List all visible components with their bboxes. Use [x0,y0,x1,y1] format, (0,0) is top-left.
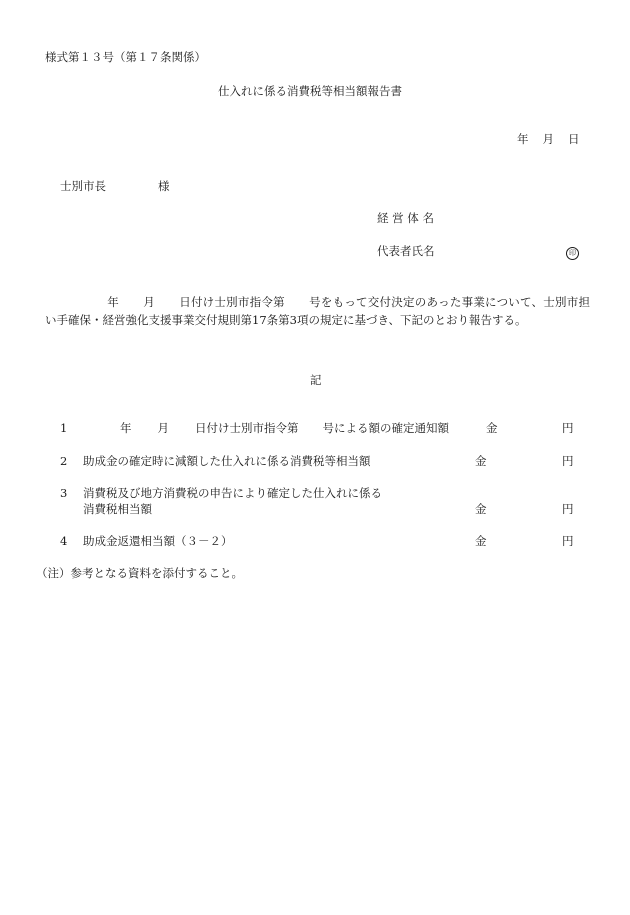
seal-mark [566,246,579,260]
addressee [60,181,170,193]
item-3-number: 3 [60,486,68,500]
form-number: 様式第１３号（第１７条関係） [45,50,206,64]
page-title: 仕入れに係る消費税等相当額報告書 [218,84,402,98]
ki-label: 記 [310,373,322,387]
addressee-honorific: 様 [158,179,170,193]
item-1-year: 年 [120,421,132,435]
item-1-month: 月 [157,421,169,435]
note: （注）参考となる資料を添付すること。 [36,566,243,580]
item-4-currency: 金 [475,534,487,548]
date-year-label: 年 [517,132,529,146]
item-1-unit: 円 [562,421,574,435]
entity-label: 経 営 体 名 [377,211,434,225]
item-1-text-b: 号による額の確定通知額 [322,421,449,435]
item-3-text: 消費税及び地方消費税の申告により確定した仕入れに係る [83,486,382,500]
item-4-text: 助成金返還相当額（３－２） [83,534,233,548]
date-day-label: 日 [568,132,580,146]
date-line [517,134,580,146]
item-1-text-a: 日付け士別市指令第 [195,421,299,435]
report-body [45,293,590,329]
item-3-currency: 金 [475,502,487,516]
item-2-number: 2 [60,454,68,468]
item-2-text: 助成金の確定時に減額した仕入れに係る消費税等相当額 [83,454,371,468]
addressee-name: 士別市長 [60,179,106,193]
representative-label: 代表者氏名 [377,244,435,258]
seal-icon: 印 [566,247,579,260]
item-4-unit: 円 [562,534,574,548]
date-month-label: 月 [542,132,554,146]
item-3-unit: 円 [562,502,574,516]
item-2-currency: 金 [475,454,487,468]
body-year: 年 [107,295,119,309]
item-3-text-line2: 消費税相当額 [83,502,152,516]
item-1-number: 1 [60,421,68,435]
item-1-text [120,423,449,435]
body-text-b: 号をもって交付決定のあった事業について、士別市担い手確保・経営強化支援事業交付規則第17条第3項の規定に基づき、下記のとおり報告する。 [45,295,591,327]
body-month: 月 [142,295,155,309]
item-2-unit: 円 [562,454,574,468]
body-text-a: 日付け士別市指令第 [178,295,285,309]
item-1-currency: 金 [486,421,498,435]
item-4-number: 4 [60,534,68,548]
